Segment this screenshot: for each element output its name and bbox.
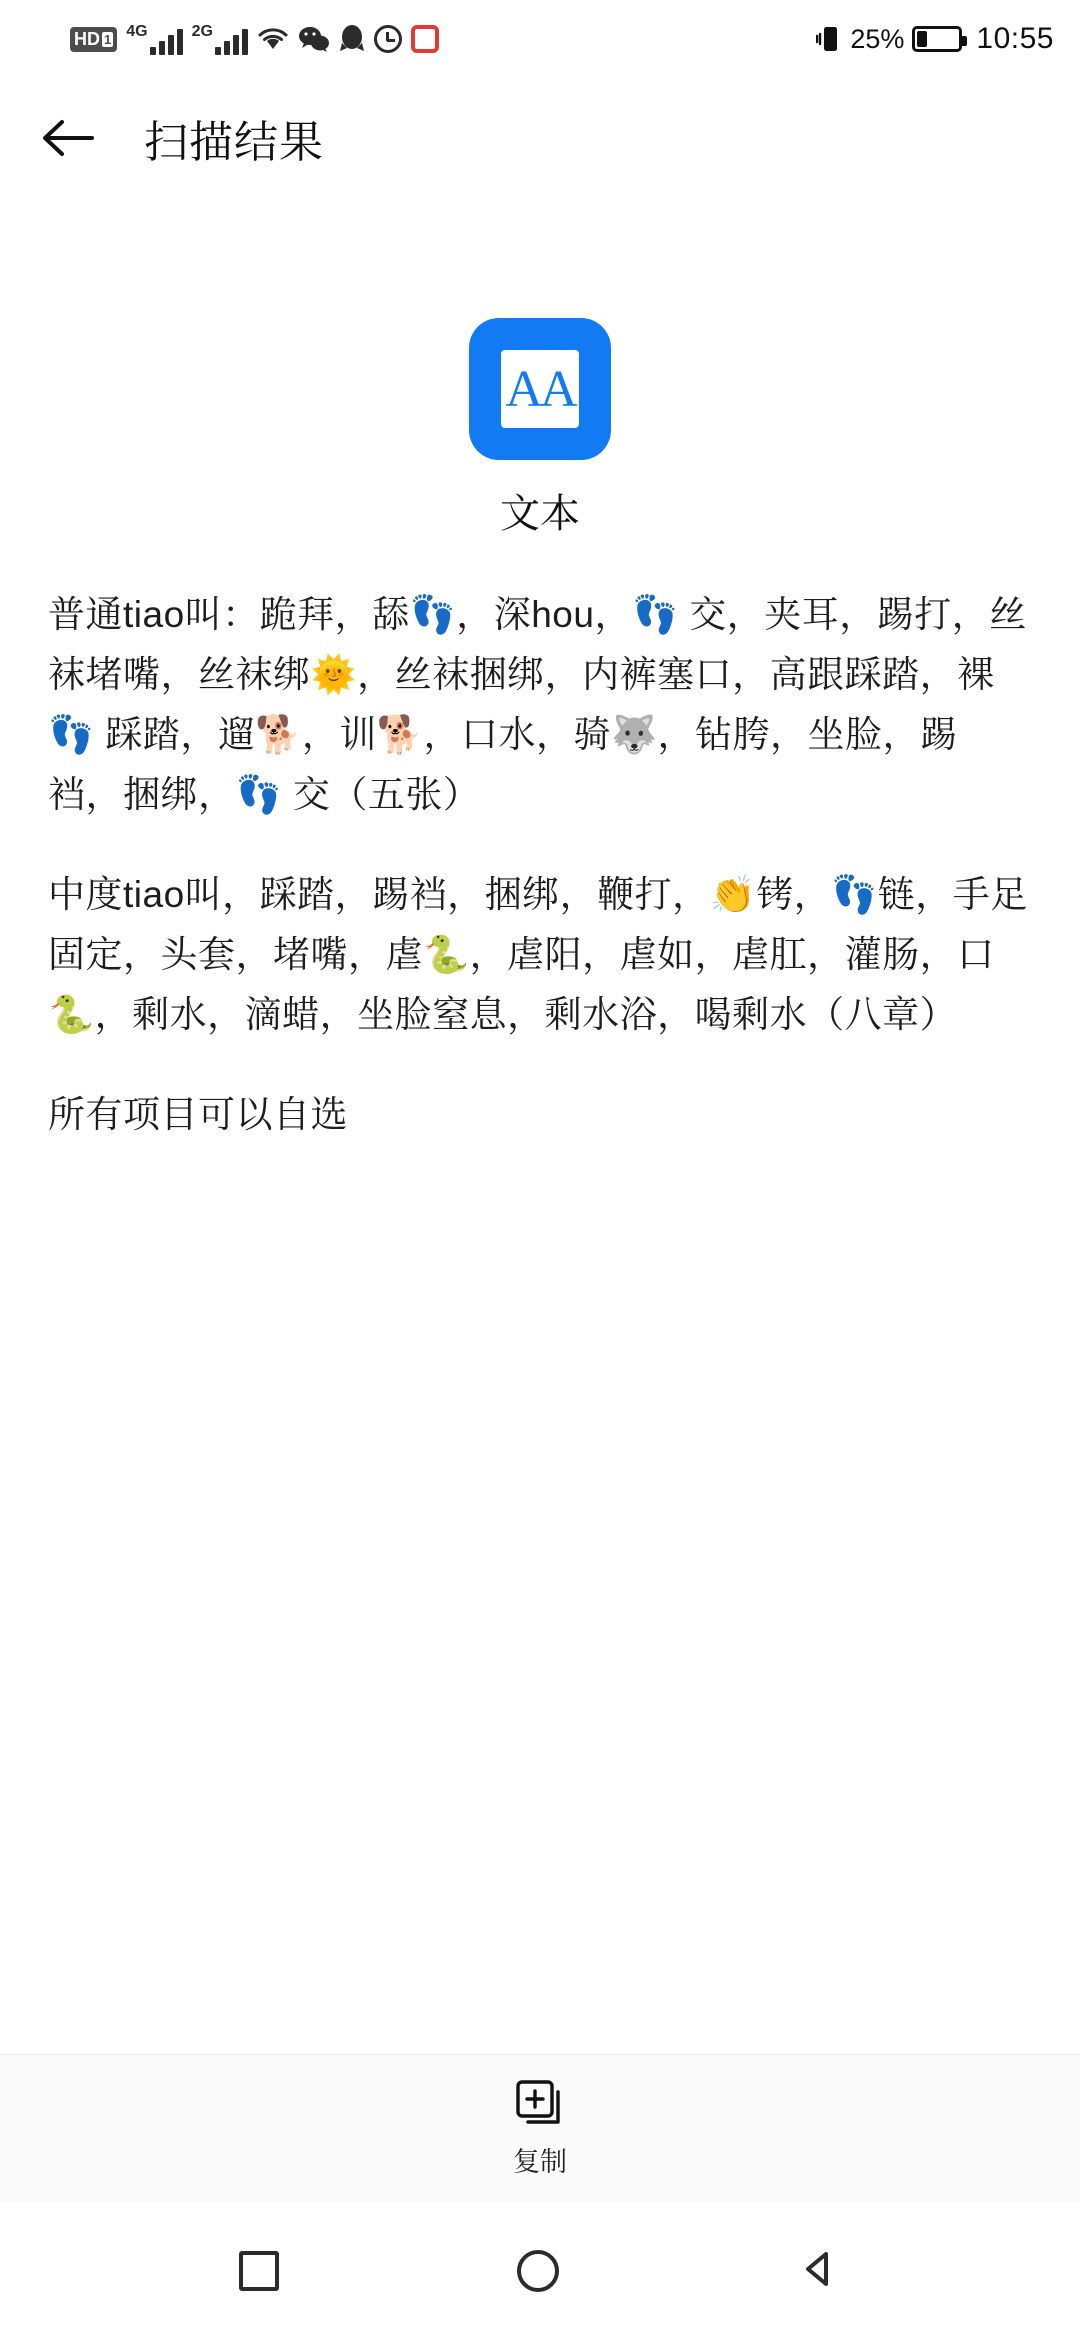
result-paragraph: 中度tiao叫，踩踏，踢裆，捆绑，鞭打，👏铐，👣链，手足固定，头套，堵嘴，虐🐍，虐阳，虐如，虐肛，灌肠，口🐍，剩水，滴蜡，坐脸窒息，剩水浴，喝剩水（八章）	[48, 873, 1028, 1035]
hd-label: HD	[74, 28, 100, 49]
status-time: 10:55	[976, 22, 1054, 55]
back-arrow-icon[interactable]	[40, 115, 96, 161]
red-app-icon	[411, 25, 439, 53]
hd-icon	[70, 27, 117, 52]
copy-button[interactable]	[513, 2078, 567, 2179]
signal-2-icon	[192, 23, 248, 55]
network-type-2-label: 2G	[191, 23, 213, 40]
wechat-icon	[298, 25, 330, 53]
vibrate-icon	[816, 24, 842, 54]
text-type-icon	[469, 318, 611, 460]
signal-bars-1	[150, 27, 183, 55]
action-bar	[0, 2054, 1080, 2202]
text-type-glyph: AA	[501, 350, 579, 428]
result-type-label: 文本	[500, 492, 580, 536]
signal-bars-2	[215, 27, 248, 55]
system-nav-bar	[0, 2202, 1080, 2340]
app-bar	[0, 78, 1080, 198]
battery-percent-label: 25%	[850, 23, 905, 54]
qq-icon	[339, 23, 365, 55]
result-type-hero	[0, 318, 1080, 539]
status-bar-left	[70, 23, 816, 55]
back-triangle-icon[interactable]	[797, 2247, 841, 2296]
result-paragraph: 所有项目可以自选	[48, 1093, 348, 1135]
result-paragraph: 普通tiao叫：跪拜，舔👣，深hou，👣 交，夹耳，踢打，丝袜堵嘴，丝袜绑🌞，丝袜捆绑，内裤塞口，高跟踩踏，裸👣 踩踏，遛🐕，训🐕，口水，骑🐺，钻胯，坐脸，踢裆，捆绑，👣 交（五张）	[48, 594, 1027, 815]
network-type-1-label: 4G	[126, 23, 148, 40]
copy-label: 复制	[513, 2147, 567, 2177]
home-circle-icon[interactable]	[517, 2250, 559, 2292]
signal-1-icon	[126, 23, 182, 55]
sim-label: 1	[104, 31, 112, 47]
page-title: 扫描结果	[144, 118, 324, 167]
recent-apps-icon[interactable]	[239, 2251, 279, 2291]
copy-icon	[514, 2078, 566, 2130]
scan-result-text[interactable]	[0, 585, 1080, 1145]
status-bar-right	[816, 22, 1054, 56]
alarm-clock-icon	[374, 25, 402, 53]
status-bar	[0, 0, 1080, 78]
wifi-icon	[257, 26, 289, 52]
battery-icon	[912, 26, 962, 52]
